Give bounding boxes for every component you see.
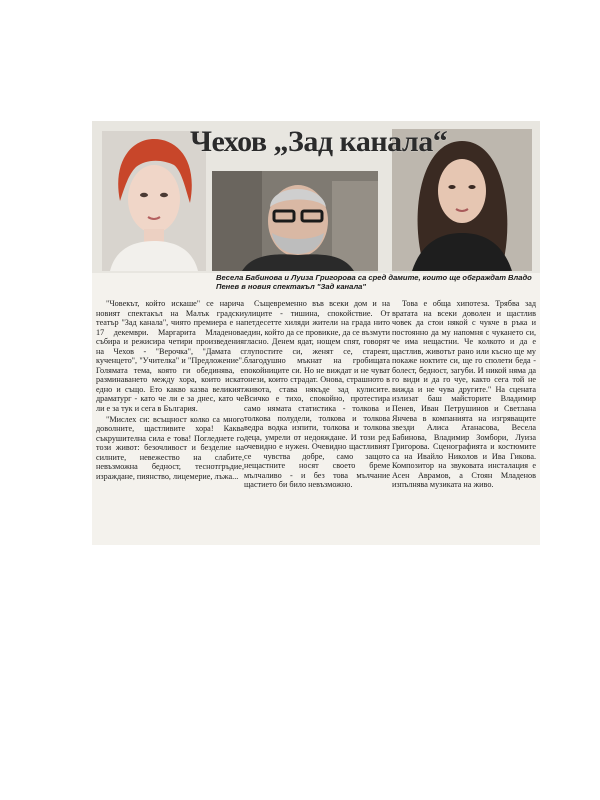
newspaper-clipping [92,121,540,545]
article-paragraph: Същевременно във всеки дом и на улиците - тишина, спокойствие. От петдесетте хиляди жители на града нито един, който да се провикне, да се възмути гласно. Денем ядат, нощем спят, говорят глупостите си, женят се, стареят, благодушно мъкнат на гробищата покойниците си. Но не виждат и не чуват онези, които страдат. Онова, страшното в живота, става някъде зад кулисите. Всичко е тихо, спокойно, протестира само нямата статистика - толкова и толкова полудели, толкова и толкова ведра водка изпити, толкова и толкова деца, умрели от недояждане. И този ред очевидно е нужен. Очевидно щастливият се чувства добре, само защото нещастните носят своето бреме мълчаливо - и без това мълчание щастието би било невъзможно. [244,299,390,490]
article-paragraph: Това е обща хипотеза. Трябва зад вратата на всеки доволен и щастлив човек да стои някой с чукче в ръка и постоянно да му напомня с чукането си, че има нещастни. Че колкото и да е щастлив, животът рано или късно ще му покаже ноктите си, ще го сполети беда - болест, бедност, загуби. И никой няма да го види и да го чуе, както сега той не вижда и не чува другите." На сцената излизат баш майсторите Владимир Пенев, Иван Петрушинов и Светлана Янчева в компанията на изгряващите звезди Алиса Атанасова, Весела Бабинова, Владимир Зомбори, Луиза Григорова. Сценографията и костюмите са на Ивайло Николов и Ива Гикова. Композитор на звуковата инсталация е Асен Аврамов, а Стоян Младенов изпълнява музиката на живо. [392,299,536,490]
article-paragraph: "Човекът, който искаше" се нарича новият спектакъл на Малък градски театър "Зад канала", чиято премиера е на 17 декември. Маргарита Младенова събира и режисира четири произведения на Чехов - "Верочка", "Дамата с кученцето", "Учителка" и "Предложение". Голямата тема, която ги обединява, е разминаването между хора, които искат едно и също. Ето какво казва великият драматург - като че ли е за днес, като че ли е за тук и сега в България. [96,299,244,414]
article-column-2 [244,299,390,541]
article-column-1 [96,299,244,541]
portrait-bearded-man-glasses-icon [212,171,378,271]
headline: Чехов „Зад канала“ [190,125,448,158]
photo-caption: Весела Бабинова и Луиза Григорова са сред дамите, които ще обграждат Владо Пенев в новия спектакъл "Зад канала" [216,273,532,291]
article-column-3 [392,299,536,541]
article-paragraph: "Мислех си: всъщност колко са много доволните, щастливите хора! Каква съкрушителна сила е това! Погледнете го този живот: безочливост и безделие на силните, невежество на слабите, невъзможна бедност, теснотгръдие, израждане, пиянство, лицемерие, лъжа... [96,414,244,481]
photo-strip [92,121,540,273]
